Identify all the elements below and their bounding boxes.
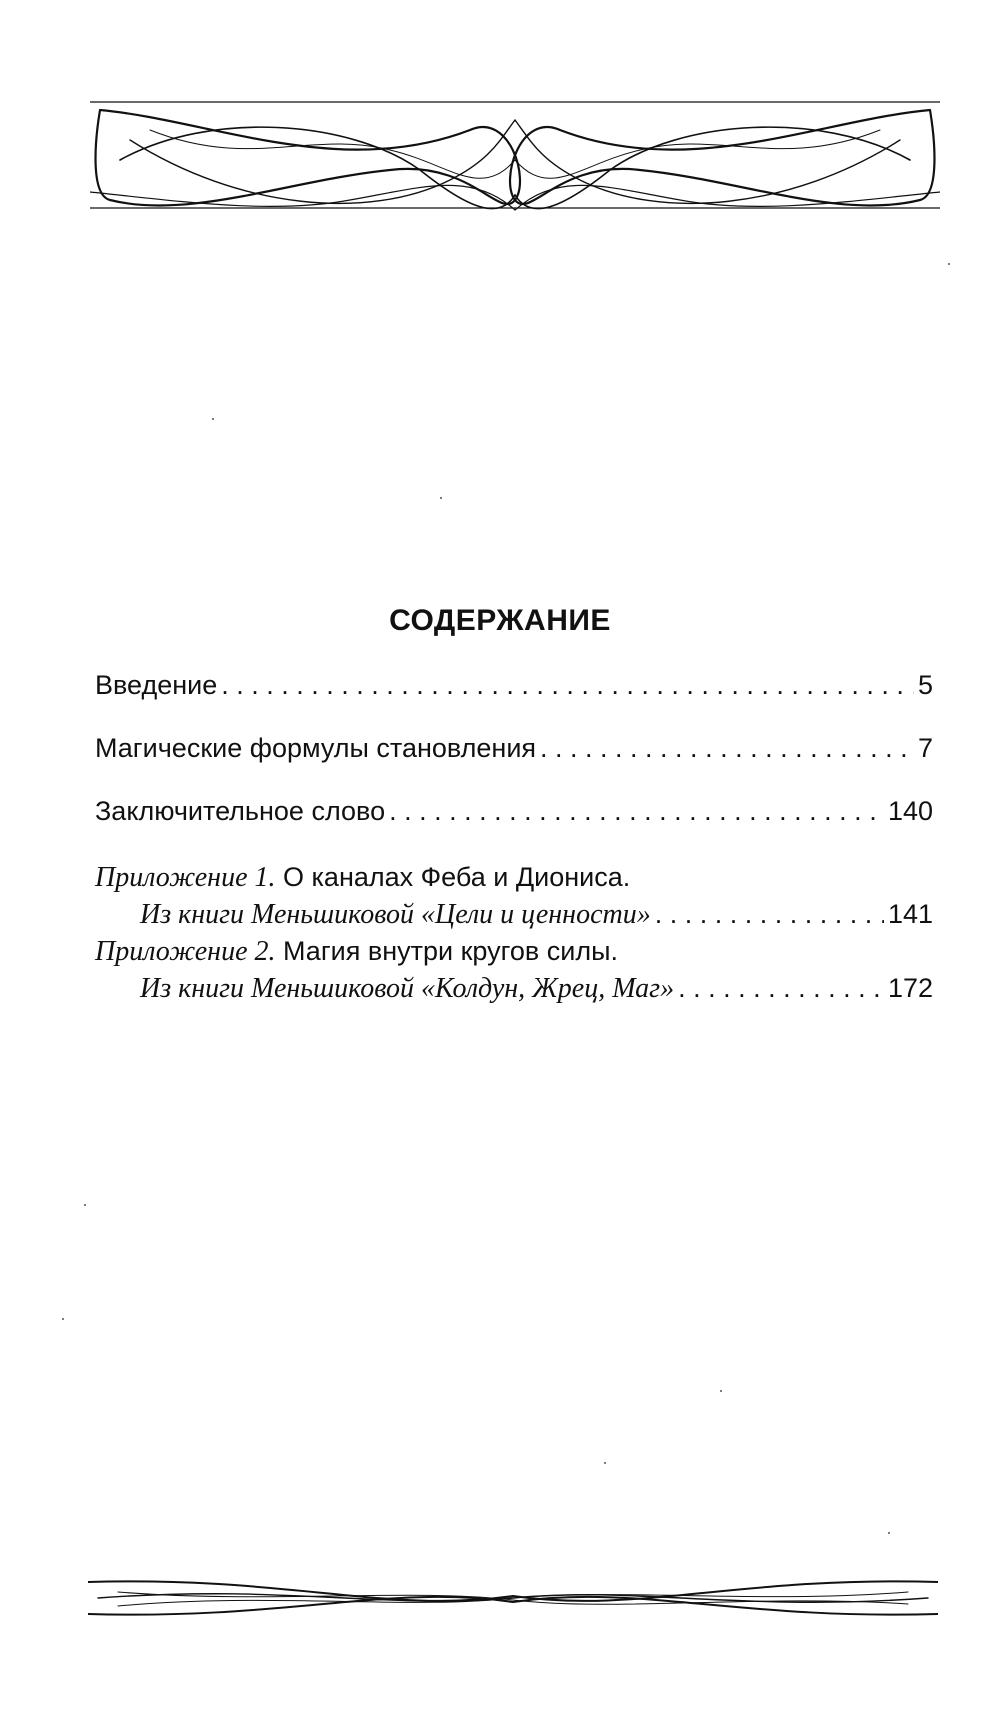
appendix-source-row [95, 896, 933, 933]
appendix-title: Магия внутри кругов силы. [283, 936, 618, 966]
toc-entry-closing-word[interactable] [95, 796, 933, 827]
dot-leader [678, 970, 884, 1006]
appendix-source-row [95, 970, 933, 1007]
scan-speck [720, 1390, 722, 1392]
appendix-prefix: Приложение 2. [95, 936, 276, 967]
scan-speck [604, 1462, 606, 1464]
appendix-source: Из книги Меньшиковой «Колдун, Жрец, Маг» [140, 973, 675, 1004]
toc-entry-page: 141 [887, 899, 933, 929]
appendix-prefix: Приложение 1. [95, 862, 276, 893]
scan-speck [948, 263, 950, 265]
toc-entry-label: Магические формулы становления [95, 733, 537, 763]
scan-speck [62, 1318, 64, 1320]
dot-leader [540, 733, 914, 764]
appendix-heading [95, 933, 933, 970]
toc-entry-page: 5 [917, 670, 933, 700]
dot-leader [389, 796, 884, 827]
appendix-heading [95, 859, 933, 896]
toc-entry-page: 140 [887, 796, 933, 826]
scan-speck [212, 418, 214, 420]
appendix-source: Из книги Меньшиковой «Цели и ценности» [140, 899, 651, 930]
scan-speck [440, 497, 442, 499]
toc-entry-appendix-2[interactable] [95, 933, 933, 1007]
bottom-flourish-ornament [88, 1574, 938, 1624]
toc-entry-appendix-1[interactable] [95, 859, 933, 933]
toc-entry-introduction[interactable] [95, 670, 933, 701]
toc-entry-label: Введение [95, 670, 218, 700]
toc-entry-page: 172 [887, 973, 933, 1003]
toc-entry-page: 7 [917, 733, 933, 763]
appendix-title: О каналах Феба и Диониса. [283, 862, 631, 892]
contents-title: СОДЕРЖАНИЕ [389, 604, 611, 637]
top-flourish-ornament [90, 100, 940, 240]
scan-speck [888, 1532, 890, 1534]
toc-entry-label: Заключительное слово [95, 796, 386, 826]
dot-leader [221, 670, 914, 701]
dot-leader [655, 896, 884, 932]
scan-speck [84, 1204, 86, 1206]
table-of-contents [95, 670, 933, 1007]
toc-entry-magic-formulas[interactable] [95, 733, 933, 764]
